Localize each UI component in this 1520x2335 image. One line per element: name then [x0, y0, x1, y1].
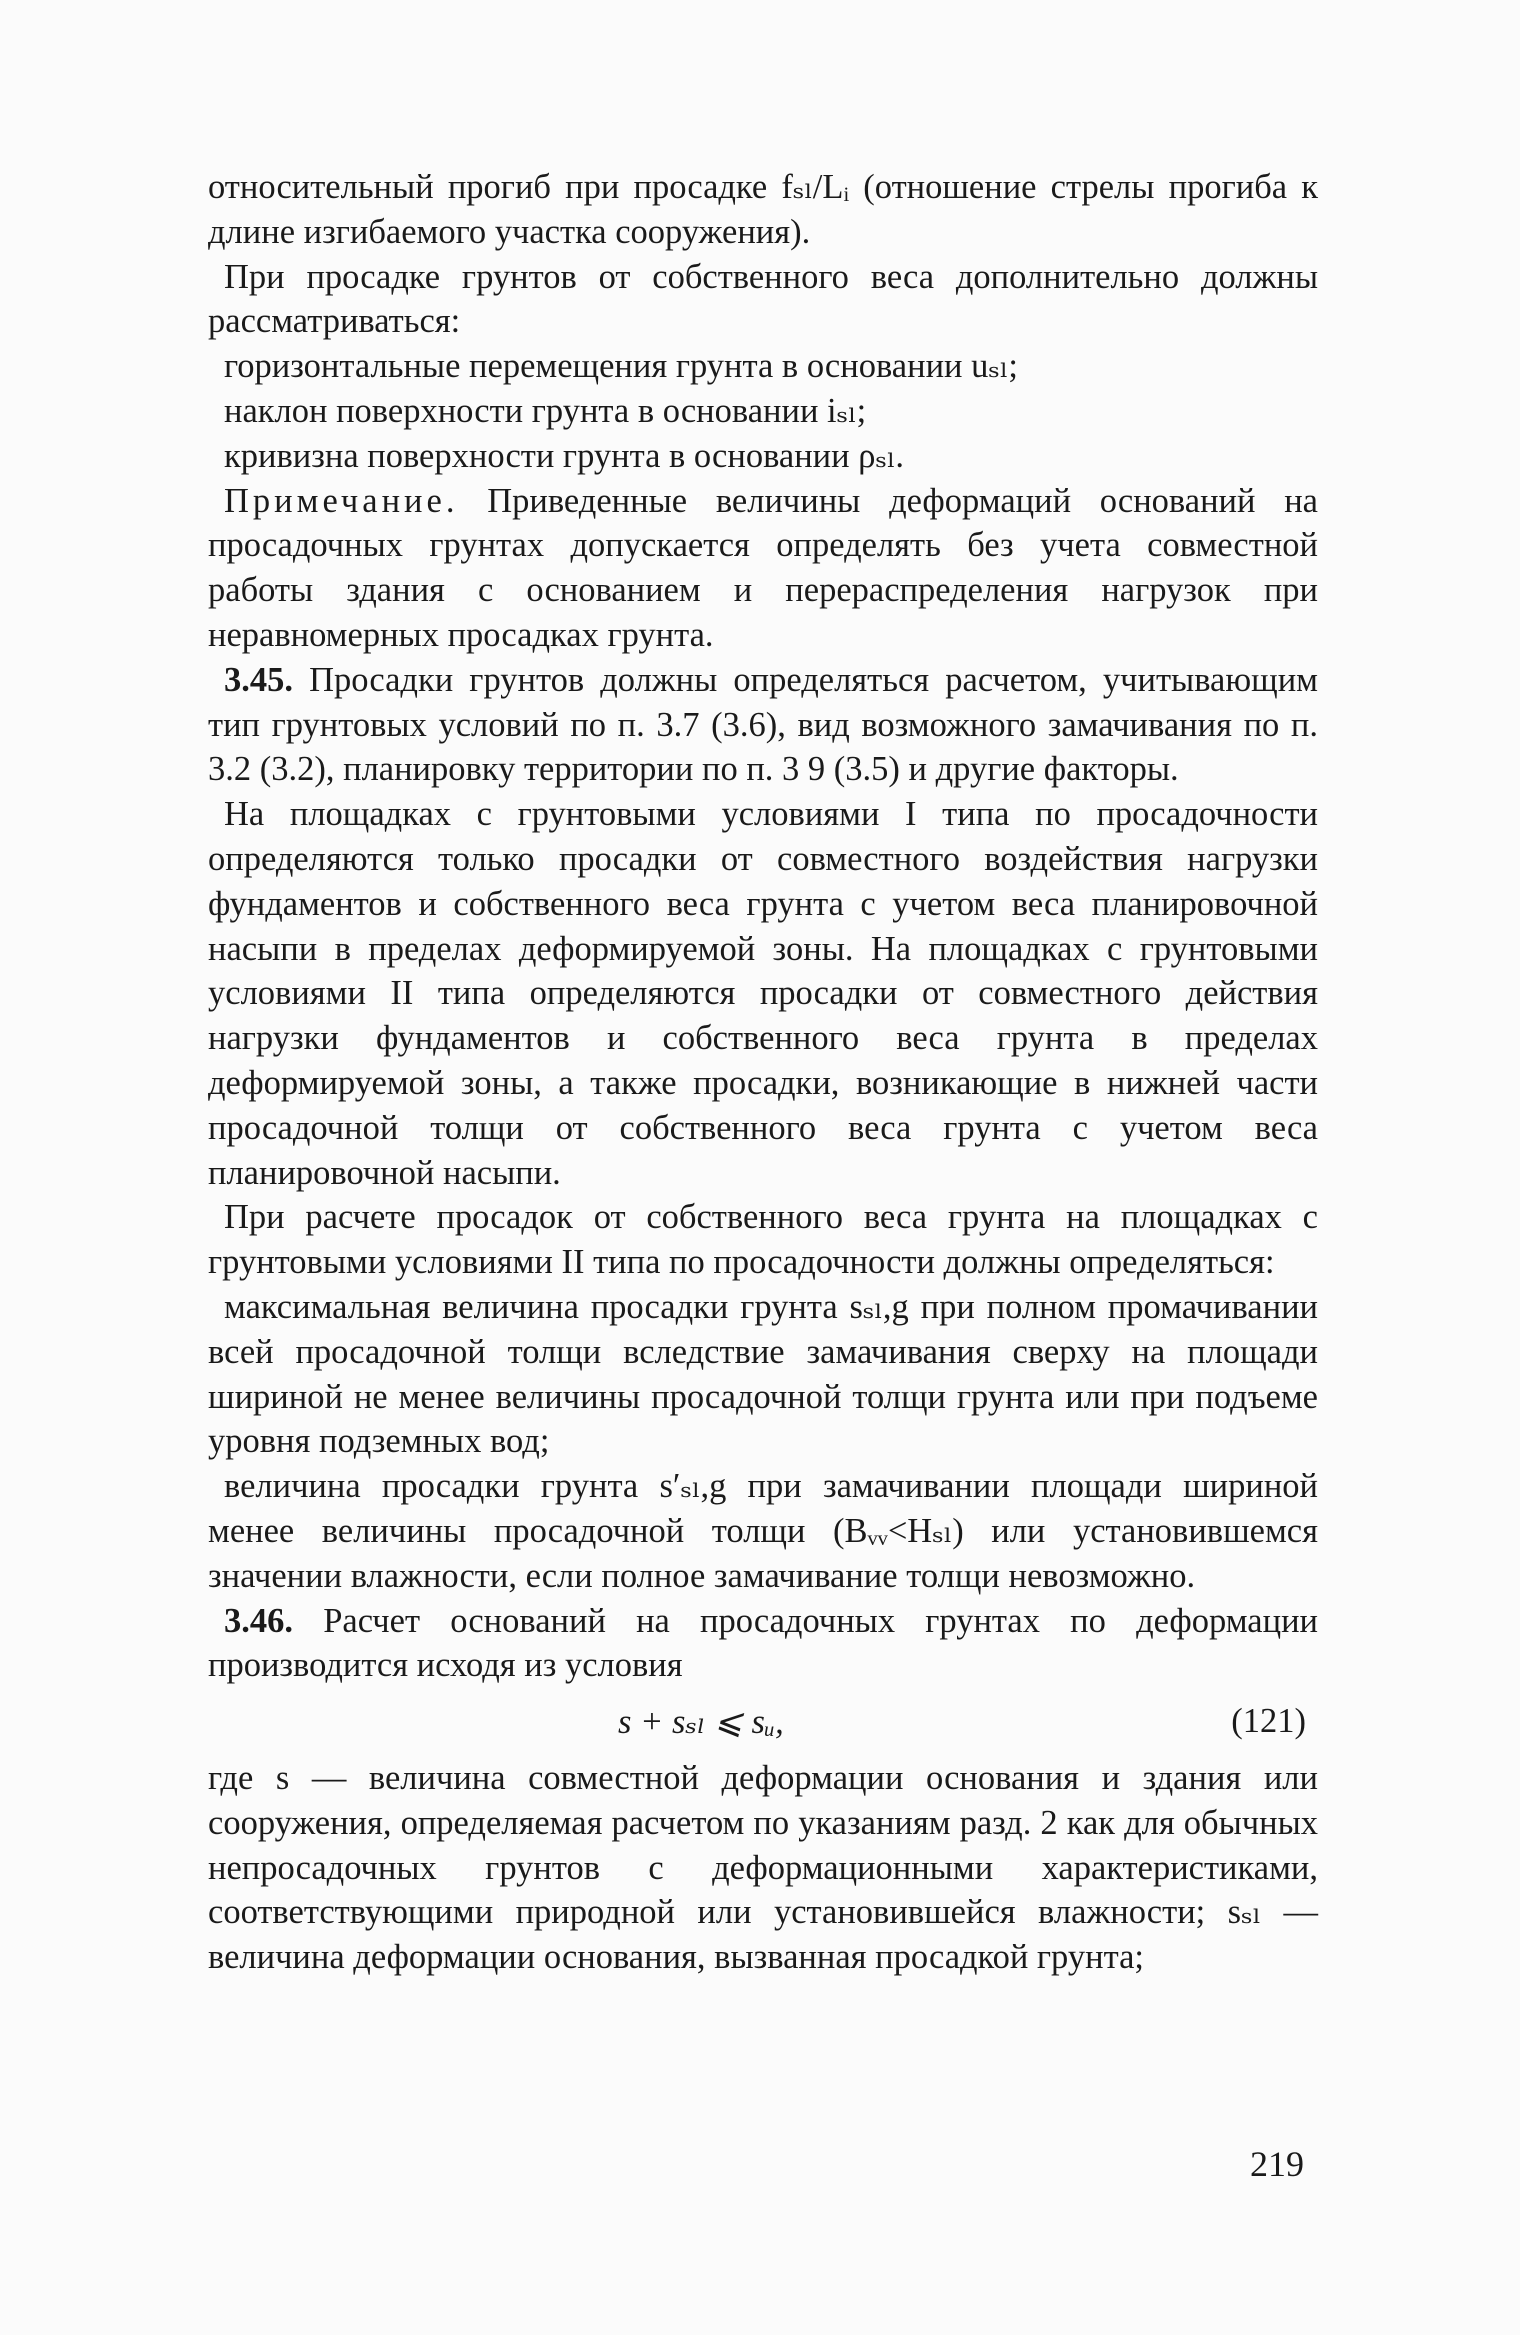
section-3-46-number: 3.46.: [224, 1601, 293, 1640]
paragraph-subsidence-partial-wetting: величина просадки грунта s′ₛₗ,g при замачивании площади шириной менее величины просадочной толщи (Bᵥᵥ<Hₛₗ) или установившемся значении влажности, если полное замачивание толщи невозможно.: [208, 1467, 1318, 1595]
paragraph-site-conditions: На площадках с грунтовыми условиями I типа по просадочности определяются только просадки от совместного воздействия нагрузки фундаментов и собственного веса грунта с учетом веса планировочной насыпи в пределах деформируемой зоны. На площадках с грунтовыми условиями II типа определяются просадки от совместного действия нагрузки фундаментов и собственного веса грунта в пределах деформируемой зоны, а также просадки, возникающие в нижней части просадочной толщи от собственного веса грунта с учетом веса планировочной насыпи.: [208, 795, 1318, 1192]
section-3-45-number: 3.45.: [224, 660, 293, 699]
list-item-surface-curvature: кривизна поверхности грунта в основании ρₛₗ.: [224, 436, 905, 475]
note-label: Примечание.: [224, 481, 459, 520]
list-item-surface-tilt: наклон поверхности грунта в основании iₛₗ;: [224, 391, 867, 430]
paragraph-self-weight-calculation: При расчете просадок от собственного веса грунта на площадках с грунтовыми условиями II типа по просадочности должны определяться:: [208, 1198, 1318, 1282]
paragraph-relative-deflection: относительный прогиб при просадке fₛₗ/Lᵢ (отношение стрелы прогиба к длине изгибаемого участка сооружения).: [208, 168, 1318, 251]
paragraph-additional-deformations: При просадке грунтов от собственного веса дополнительно должны рассматриваться:: [208, 257, 1318, 341]
formula-row: [208, 1696, 1318, 1752]
section-3-45-text: Просадки грунтов должны определяться расчетом, учитывающим тип грунтовых условий по п. 3.7 (3.6), вид возможного замачивания по п. 3.2 (3.2), планировку территории по п. 3 9 (3.5) и другие факторы.: [208, 660, 1318, 789]
formula-121: s + sₛₗ ⩽ sᵤ,: [618, 1703, 784, 1742]
section-3-46-text: Расчет оснований на просадочных грунтах по деформации производится исходя из условия: [208, 1601, 1318, 1685]
paragraph-max-subsidence: максимальная величина просадки грунта sₛₗ,g при полном промачивании всей просадочной толщи вследствие замачивания сверху на площади шириной не менее величины просадочной толщи грунта или при подъеме уровня подземных вод;: [208, 1287, 1318, 1461]
section-3-46: [208, 1599, 1318, 1689]
document-page: [208, 165, 1318, 1980]
paragraph-definitions: где s — величина совместной деформации основания и здания или сооружения, определяемая расчетом по указаниям разд. 2 как для обычных непросадочных грунтов с деформационными характеристиками, соответствующими природной или установившейся влажности; sₛₗ — величина деформации основания, вызванная просадкой грунта;: [208, 1759, 1318, 1977]
list-item-horizontal-displacement: горизонтальные перемещения грунта в основании uₛₗ;: [224, 347, 1018, 386]
section-3-45: [208, 658, 1318, 792]
equation-number: (121): [1231, 1702, 1306, 1741]
note-paragraph: [208, 479, 1318, 658]
note-text: Приведенные величины деформаций оснований на просадочных грунтах допускается определять без учета совместной работы здания с основанием и перераспределения нагрузок при неравномерных просадках грунта.: [208, 481, 1318, 654]
page-number: 219: [1250, 2144, 1304, 2184]
